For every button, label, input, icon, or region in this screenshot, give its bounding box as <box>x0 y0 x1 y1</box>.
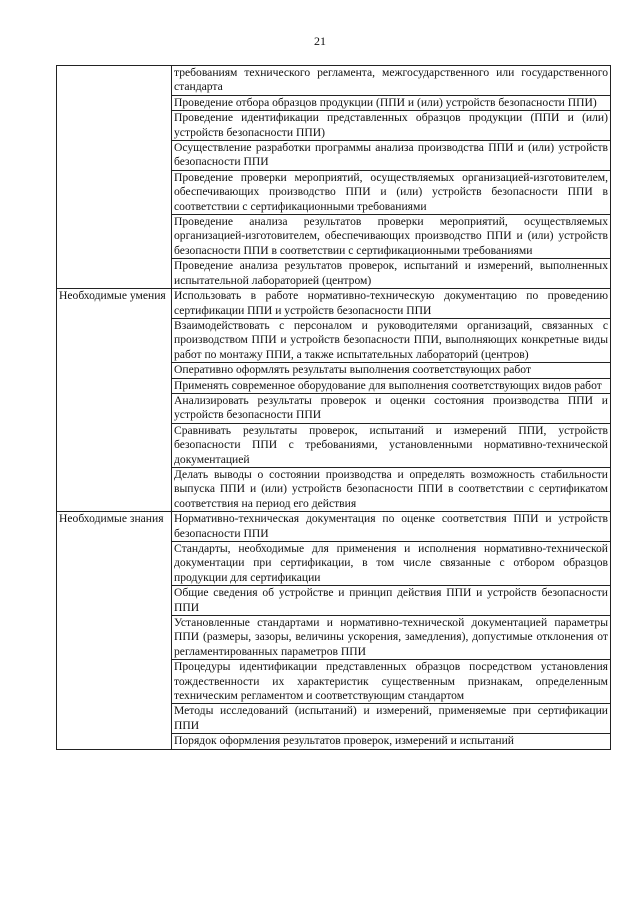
table-cell: Осуществление разработки программы анализа производства ППИ и (или) устройств безопасности ППИ <box>172 141 611 171</box>
table-cell: Анализировать результаты проверок и оценки состояния производства ППИ и устройств безопасности ППИ <box>172 393 611 423</box>
table-cell: Взаимодействовать с персоналом и руководителями организаций, связанных с производством ППИ и устройств безопасности ППИ, выполняющих конкретные виды работ по монтажу ППИ, а также испытательных лабораторий (центров) <box>172 318 611 362</box>
table-cell: Общие сведения об устройстве и принцип действия ППИ и устройств безопасности ППИ <box>172 586 611 616</box>
section-label-knowledge: Необходимые знания <box>57 512 172 750</box>
table-row <box>57 66 611 96</box>
table-cell: Оперативно оформлять результаты выполнения соответствующих работ <box>172 363 611 378</box>
table-cell: Проведение отбора образцов продукции (ППИ и (или) устройств безопасности ППИ) <box>172 95 611 110</box>
table-cell: Нормативно-техническая документация по оценке соответствия ППИ и устройств безопасности ППИ <box>172 512 611 542</box>
section-label-skills: Необходимые умения <box>57 289 172 512</box>
table-cell: Установленные стандартами и нормативно-технической документацией параметры ППИ (размеры, зазоры, величины ускорения, замедления), допустимые отклонения от регламентированных параметров ППИ <box>172 616 611 660</box>
table-cell: Порядок оформления результатов проверок, измерений и испытаний <box>172 734 611 749</box>
table-cell: Проведение анализа результатов проверки мероприятий, осуществляемых организацией-изготовителем, обеспечивающих производство ППИ и (или) устройств безопасности ППИ в соответствии с сертификационными требованиями <box>172 215 611 259</box>
page-number: 21 <box>314 34 326 48</box>
table-cell: Сравнивать результаты проверок, испытаний и измерений ППИ, устройств безопасности ППИ с требованиями, установленными нормативно-технической документацией <box>172 423 611 467</box>
competency-table <box>56 65 611 750</box>
table-cell: Проведение идентификации представленных образцов продукции (ППИ и (или) устройств безопасности ППИ) <box>172 111 611 141</box>
table-cell: Делать выводы о состоянии производства и определять возможность стабильности выпуска ППИ и (или) устройств безопасности ППИ в соответствии с сертификатом соответствия на период его действия <box>172 467 611 511</box>
table-cell: Использовать в работе нормативно-техническую документацию по проведению сертификации ППИ и устройств безопасности ППИ <box>172 289 611 319</box>
table-cell: Проведение анализа результатов проверок, испытаний и измерений, выполненных испытательной лабораторией (центром) <box>172 259 611 289</box>
table-cell: Проведение проверки мероприятий, осуществляемых организацией-изготовителем, обеспечивающих производство ППИ и (или) устройств безопасности ППИ в соответствии с сертификационными требованиями <box>172 170 611 214</box>
table-cell: Методы исследований (испытаний) и измерений, применяемые при сертификации ППИ <box>172 704 611 734</box>
table-cell: Стандарты, необходимые для применения и исполнения нормативно-технической документации при сертификации, в том числе связанные с отбором образцов продукции для сертификации <box>172 542 611 586</box>
table-cell: требованиям технического регламента, межгосударственного или государственного стандарта <box>172 66 611 96</box>
table-cell: Применять современное оборудование для выполнения соответствующих видов работ <box>172 378 611 393</box>
table-cell: Процедуры идентификации представленных образцов посредством установления тождественности их характеристик существенным признакам, определенным техническим регламентом и соответствующим стандартом <box>172 660 611 704</box>
table-row <box>57 289 611 319</box>
table-row <box>57 512 611 542</box>
section-label-continuation <box>57 66 172 289</box>
